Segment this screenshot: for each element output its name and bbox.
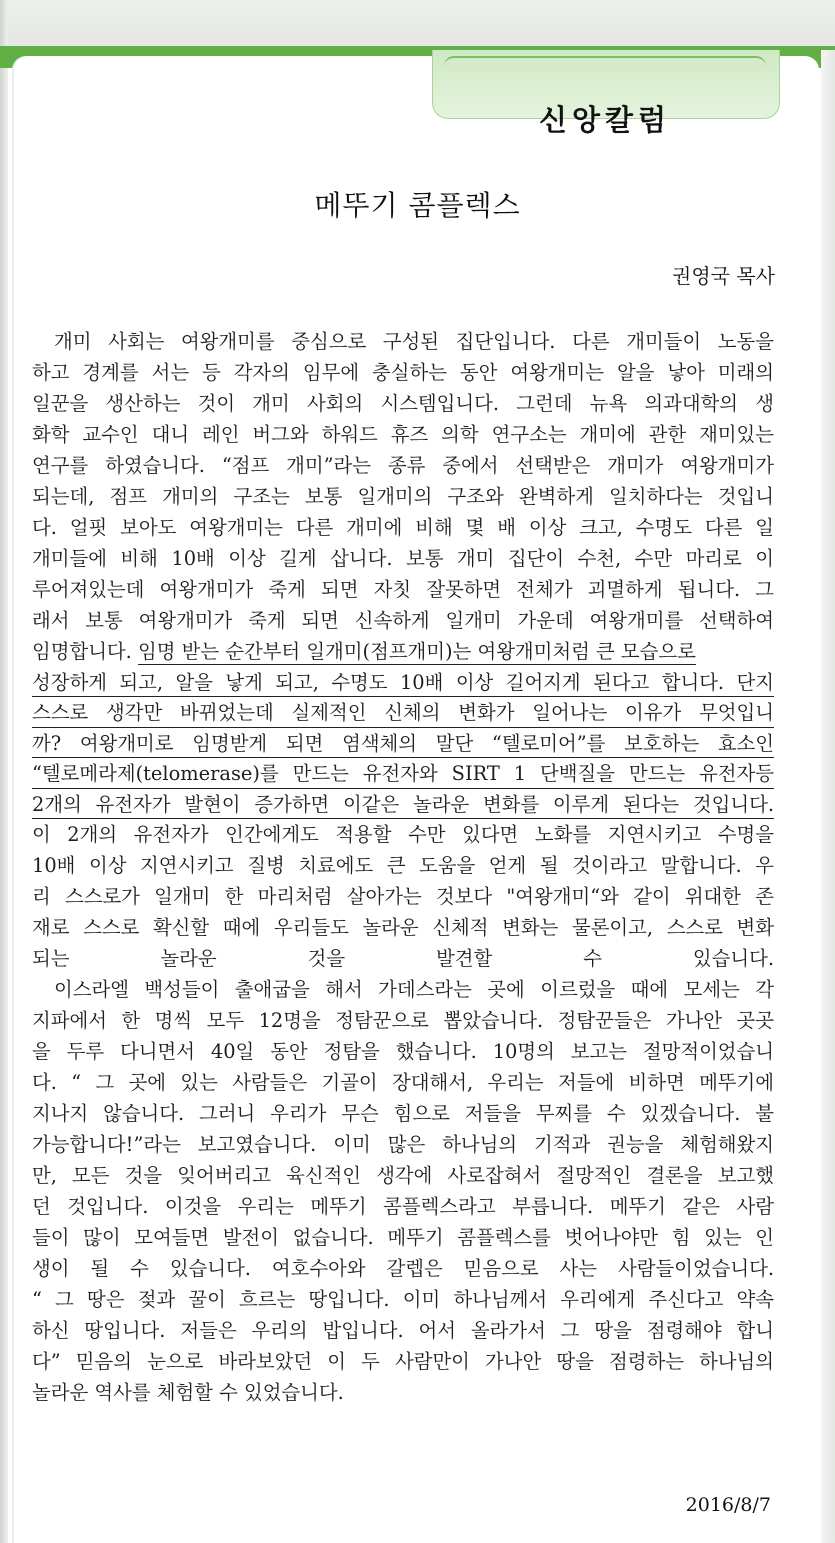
underlined-text: 임명 받는 순간부터 일개미(점프개미)는 여왕개미처럼 큰 모습으로 — [137, 640, 696, 663]
body-line: 생이 될 수 있습니다. 여호수아와 갈렙은 믿음으로 사는 사람들이었습니다. — [32, 1256, 774, 1280]
body-line-plain-part: 임명합니다. — [32, 640, 138, 663]
body-line: 다. 얼핏 보아도 여왕개미는 다른 개미에 비해 몇 배 이상 크고, 수명도 다른 일 — [32, 516, 774, 539]
body-line: 을 두루 다니면서 40일 동안 정탐을 했습니다. 10명의 보고는 절망적이었습니 — [32, 1039, 774, 1063]
article-date: 2016/8/7 — [685, 1494, 771, 1516]
body-line: 루어져있는데 여왕개미가 죽게 되면 자칫 잘못하면 전체가 괴멸하게 됩니다. 그 — [32, 578, 774, 601]
underlined-body-line: 스스로 생각만 바뀌었는데 실제적인 신체의 변화가 일어나는 이유가 무엇입니 — [32, 697, 774, 727]
article-headline: 메뚜기 콤플렉스 — [314, 189, 521, 222]
body-line: 하신 땅입니다. 저들은 우리의 밥입니다. 어서 올라가서 그 땅을 점령해야 합니 — [32, 1318, 774, 1342]
body-line: 화학 교수인 대니 레인 버그와 하워드 휴즈 의학 연구소는 개미에 관한 재미있는 — [32, 423, 774, 446]
body-line: 지파에서 한 명씩 모두 12명을 정탐꾼으로 뽑았습니다. 정탐꾼들은 가나안 곳곳 — [32, 1008, 774, 1032]
body-line: 재로 스스로 확신할 때에 우리들도 놀라운 신체적 변화는 물론이고, 스스로 변화 — [32, 915, 774, 939]
body-line: 10배 이상 지연시키고 질병 치료에도 큰 도움을 얻게 될 것이라고 말합니다. 우 — [32, 853, 774, 877]
body-line-mixed — [32, 636, 774, 667]
scan-edge-right — [821, 50, 835, 1543]
article-body — [32, 326, 774, 1408]
body-line: 다” 믿음의 눈으로 바라보았던 이 두 사람만이 가나안 땅을 점령하는 하나님의 — [32, 1349, 774, 1373]
scan-edge-left — [0, 0, 8, 1543]
body-line: 일꾼을 생산하는 것이 개미 사회의 시스템입니다. 그런데 뉴욕 의과대학의 생 — [32, 392, 774, 415]
article-author: 권영국 목사 — [672, 264, 775, 288]
underlined-body-line: 2개의 유전자가 발현이 증가하면 이같은 놀라운 변화를 이루게 된다는 것입니다. — [32, 789, 774, 819]
body-line: 되는데, 점프 개미의 구조는 보통 일개미의 구조와 완벽하게 일치하다는 것입니 — [32, 485, 774, 508]
body-line: 던 것입니다. 이것을 우리는 메뚜기 콤플렉스라고 부릅니다. 메뚜기 같은 사람 — [32, 1194, 774, 1218]
body-line: 리 스스로가 일개미 한 마리처럼 살아가는 것보다 "여왕개미“와 같이 위대한 존 — [32, 884, 774, 908]
body-line: 지나지 않습니다. 그러니 우리가 무슨 힘으로 저들을 무찌를 수 있겠습니다. 불 — [32, 1101, 774, 1125]
section-title: 신앙칼럼 — [538, 103, 672, 137]
body-line: 개미들에 비해 10배 이상 길게 삽니다. 보통 개미 집단이 수천, 수만 마리로 이 — [32, 547, 774, 570]
body-line: 들이 많이 모여들면 발전이 없습니다. 메뚜기 콤플렉스를 벗어나야만 힘 있는 인 — [32, 1225, 774, 1249]
body-line: 되는 놀라운 것을 발견할 수 있습니다. — [32, 946, 774, 970]
body-line: 놀라운 역사를 체험할 수 있었습니다. — [32, 1380, 344, 1404]
body-line: 이 2개의 유전자가 인간에게도 적용할 수만 있다면 노화를 지연시키고 수명을 — [32, 822, 774, 846]
body-line: 다. “ 그 곳에 있는 사람들은 기골이 장대해서, 우리는 저들에 비하면 메뚜기에 — [32, 1070, 774, 1094]
underlined-body-line: 까? 여왕개미로 임명받게 되면 염색체의 말단 “텔로미어”를 보호하는 효소인 — [32, 728, 774, 758]
body-line: 하고 경계를 서는 등 각자의 임무에 충실하는 동안 여왕개미는 알을 낳아 미래의 — [32, 361, 774, 384]
scan-background-top — [0, 0, 835, 50]
body-line: “ 그 땅은 젖과 꿀이 흐르는 땅입니다. 이미 하나님께서 우리에게 주신다고 약속 — [32, 1287, 774, 1311]
body-line: 이스라엘 백성들이 출애굽을 해서 가데스라는 곳에 이르렀을 때에 모세는 각 — [54, 977, 774, 1001]
body-line: 연구를 하였습니다. “점프 개미”라는 종류 중에서 선택받은 개미가 여왕개미가 — [32, 454, 774, 477]
body-line: 가능합니다!”라는 보고였습니다. 이미 많은 하나님의 기적과 권능을 체험해왔지 — [32, 1132, 774, 1156]
body-line: 개미 사회는 여왕개미를 중심으로 구성된 집단입니다. 다른 개미들이 노동을 — [54, 330, 774, 353]
body-line: 만, 모든 것을 잊어버리고 육신적인 생각에 사로잡혀서 절망적인 결론을 보고했 — [32, 1163, 774, 1187]
underlined-body-line: “텔로메라제(telomerase)를 만드는 유전자와 SIRT 1 단백질을 만드는 유전자등 — [32, 758, 774, 788]
section-tab-notch — [444, 56, 766, 72]
underlined-body-line: 성장하게 되고, 알을 낳게 되고, 수명도 10배 이상 길어지게 된다고 합니다. 단지 — [32, 667, 774, 697]
body-line: 래서 보통 여왕개미가 죽게 되면 신속하게 일개미 가운데 여왕개미를 선택하여 — [32, 609, 774, 632]
